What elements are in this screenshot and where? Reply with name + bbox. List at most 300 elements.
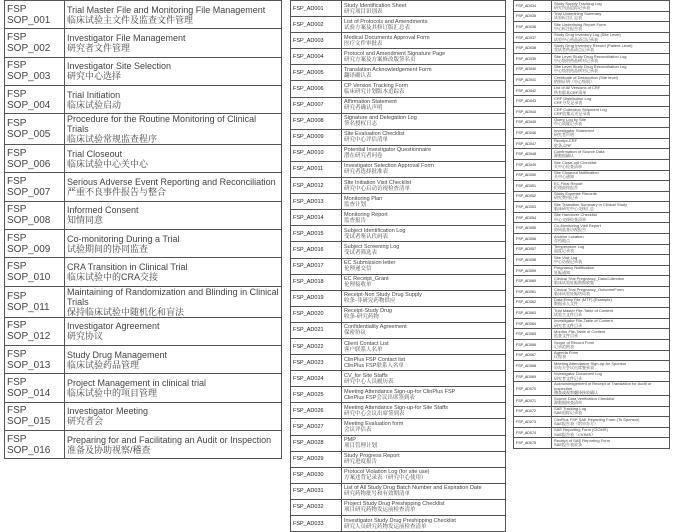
- form-code-cell: FSP_AD023: [291, 355, 342, 371]
- table-row: [291, 451, 506, 467]
- form-title-cn: 研究者选择批准表: [344, 169, 389, 176]
- form-code-cell: FSP_AD006: [291, 81, 342, 97]
- sop-title-cn: 准备及协助视察/稽查: [67, 444, 151, 455]
- table-row: [514, 106, 670, 117]
- form-title-en: PMP: [344, 437, 356, 444]
- form-title-cn: 受试者筛选表: [344, 249, 378, 256]
- form-title-en: Study Drug Inventory Record (Patient Level): [554, 42, 633, 48]
- sop-title-cell: [65, 374, 282, 402]
- form-title-cn: 收条-CRF: [554, 142, 572, 148]
- sop-title-en: Serious Adverse Event Reporting and Reconciliation: [67, 177, 276, 188]
- form-title-cn: 研究人员研究药物发运前检查清单: [344, 523, 427, 530]
- form-title-cn: 研究中心评估清单: [344, 137, 389, 144]
- form-title-cn: 销毁证明（中心级别）: [554, 78, 594, 84]
- form-title-cell: [552, 96, 670, 107]
- form-code-cell: FSP_AD042: [514, 85, 552, 96]
- form-title-cell: [552, 64, 670, 75]
- form-title-cn: 研究者确认声明: [344, 105, 383, 112]
- form-title-en: Investigator Study Drug Preshipping Checklist: [344, 517, 456, 524]
- form-title-en: Temperature Log: [554, 244, 585, 250]
- form-code-cell: FSP_AD011: [291, 161, 342, 177]
- form-title-en: EC Final Report: [554, 180, 583, 186]
- form-title-cn: 中心标注报告表: [554, 25, 582, 31]
- form-title-en: Potential Investigator Questionnaire: [344, 147, 432, 154]
- sop-code-cell: [5, 1, 65, 29]
- form-title-en: Meeting Attendance Sign-up-for ClinPlus FSP: [344, 388, 456, 395]
- sop-code-cell: [5, 85, 65, 113]
- form-title-en: Investigator Selection Approval Form: [344, 163, 434, 170]
- sop-title-en: Preparing for and Facilitating an Audit or Inspection: [67, 434, 272, 445]
- form-title-cn: 记录范围表: [554, 343, 574, 349]
- form-title-en: Co-Monitoring Visit Report: [554, 223, 601, 229]
- form-code-cell: FSP_AD068: [514, 361, 552, 372]
- table-row: [514, 276, 670, 287]
- sop-title-cell: [65, 201, 282, 229]
- table-row: [291, 419, 506, 435]
- sop-code-prefix: FSP: [7, 232, 27, 244]
- form-title-cn: 关中心检查清单: [554, 163, 582, 169]
- form-code-cell: FSP_AD024: [291, 371, 342, 387]
- form-title-cn: 临床试验妊娠数据收集: [554, 280, 594, 286]
- table-row: [514, 417, 670, 428]
- form-title-en: CV_for Site Staffs: [344, 372, 388, 379]
- form-code-cell: FSP_AD021: [291, 322, 342, 338]
- form-title-cell: [552, 350, 670, 361]
- form-code-cell: FSP_AD032: [291, 499, 342, 515]
- form-title-en: CRF Distribution Log: [554, 95, 592, 101]
- form-title-cn: 试验主文件目录: [554, 312, 582, 318]
- form-code-cell: FSP_AD067: [514, 350, 552, 361]
- sop-title-en: Informed Consent: [67, 205, 139, 216]
- form-title-cell: [342, 274, 506, 290]
- sop-code-prefix: FSP: [7, 88, 27, 100]
- table-row: [5, 317, 282, 345]
- table-row: [514, 170, 670, 181]
- form-code-cell: FSP_AD003: [291, 33, 342, 49]
- sop-title-en: Trial Closeout: [67, 148, 123, 159]
- sop-title-cn: 临床试验常规监查程序: [67, 134, 158, 145]
- form-title-cn: 项目研究药物发运前检查清单: [344, 507, 416, 514]
- form-title-cn: 研究者文件记录: [554, 375, 582, 381]
- form-title-cn: 研究进度报告: [344, 459, 378, 466]
- table-row: [291, 17, 506, 33]
- form-code-cell: FSP_AD014: [291, 210, 342, 226]
- form-title-cell: [342, 161, 506, 177]
- table-row: [514, 234, 670, 245]
- form-code-cell: FSP_AD016: [291, 242, 342, 258]
- form-title-cn: 伦理接收单: [344, 282, 372, 289]
- form-title-en: Site Level Study Drug Reconciliation Log: [554, 53, 627, 59]
- form-title-en: Data Entry File (MTF) (Example): [554, 297, 612, 303]
- table-row: [291, 210, 506, 226]
- form-title-en: Pregnancy Notification: [554, 265, 595, 271]
- form-title-cn: 试验标注汇总表: [554, 15, 582, 21]
- form-title-cn: 伦理递交信: [344, 266, 372, 273]
- sop-code-prefix: FSP: [7, 31, 27, 43]
- sop-title-cn: 严重不良事件报告与整合: [67, 187, 167, 198]
- table-row: [514, 75, 670, 86]
- sop-title-cn: 研究者文件管理: [67, 42, 131, 53]
- table-row: [291, 194, 506, 210]
- form-code-cell: FSP_AD058: [514, 255, 552, 266]
- form-title-cell: [342, 355, 506, 371]
- small-form-table: [513, 0, 670, 449]
- sop-title-cn: 临床试验药品管理: [67, 359, 140, 370]
- form-title-cell: [552, 22, 670, 33]
- form-title-cell: [552, 234, 670, 245]
- table-row: [291, 161, 506, 177]
- sop-code-cell: [5, 258, 65, 286]
- form-code-cell: FSP_AD064: [514, 318, 552, 329]
- form-title-en: Study Expense Records: [554, 191, 597, 197]
- sop-code-number: SOP_008: [7, 215, 51, 227]
- form-title-en: Project Study Drug Preshipping Checklist: [344, 501, 445, 508]
- form-title-en: SAE Reporting Form (CIOMS): [554, 427, 608, 433]
- form-title-en: Subject Identification Log: [344, 227, 406, 234]
- form-title-cell: [552, 106, 670, 117]
- form-title-en: ClinPlus FSP Contact list: [344, 356, 406, 363]
- form-code-cell: FSP_AD046: [514, 128, 552, 139]
- sop-title-cn: 研究协议: [67, 331, 104, 342]
- form-title-cn: 研究用品追踪记录表: [554, 4, 590, 10]
- form-code-cell: FSP_AD071: [514, 395, 552, 406]
- form-title-cn: 源数据确认: [554, 153, 574, 159]
- form-code-cell: FSP_AD072: [514, 406, 552, 417]
- form-title-cell: [342, 435, 506, 451]
- form-title-cell: [342, 17, 506, 33]
- table-row: [514, 382, 670, 396]
- form-title-cn: 中心级别药品核对记录表: [554, 57, 598, 63]
- form-title-en: Site Underlining Report Form: [554, 21, 606, 27]
- table-row: [514, 308, 670, 319]
- form-title-cell: [342, 65, 506, 81]
- form-title-en: List of Protocols and Amendments: [344, 18, 428, 25]
- form-title-cn: SAE追踪记录表: [554, 410, 583, 416]
- form-title-cell: [342, 113, 506, 129]
- form-title-en: Clinical Trial Pregnancy_DataCollection: [554, 276, 625, 282]
- form-title-cell: [552, 11, 670, 22]
- form-title-cell: [552, 427, 670, 438]
- form-title-cell: [342, 178, 506, 194]
- table-row: [5, 201, 282, 229]
- form-title-en: Receipt of SAE Reporting Form: [554, 437, 611, 443]
- table-row: [291, 145, 506, 161]
- form-code-cell: FSP_AD044: [514, 106, 552, 117]
- form-title-cn: 研究中心启动访视检查清单: [344, 185, 411, 192]
- form-title-en: Meeting Attendance Sign-up-for Site Staffs: [344, 404, 448, 411]
- form-code-cell: FSP_AD004: [291, 49, 342, 65]
- form-title-en: Study Identification Sheet: [344, 2, 407, 9]
- table-row: [291, 387, 506, 403]
- form-code-cell: FSP_AD019: [291, 290, 342, 306]
- form-title-cn: CRF分发记录表: [554, 100, 583, 106]
- sop-title-en: Investigator Agreement: [67, 321, 160, 332]
- table-row: [291, 33, 506, 49]
- table-row: [291, 435, 506, 451]
- form-title-en: Trial Underlining Summary: [554, 11, 602, 17]
- table-row: [291, 499, 506, 515]
- form-title-cell: [552, 191, 670, 202]
- table-row: [514, 202, 670, 213]
- form-title-en: Protocol Violation Log (for site use): [344, 469, 430, 476]
- form-title-en: Confidentiality Agreement: [344, 324, 407, 331]
- table-row: [514, 287, 670, 298]
- form-title-cell: [552, 318, 670, 329]
- form-title-en: CRF Collection Shipment Log: [554, 106, 607, 112]
- form-code-cell: FSP_AD048: [514, 149, 552, 160]
- form-title-en: Protocol and Amendment Signature Page: [344, 50, 446, 57]
- form-code-cell: FSP_AD052: [514, 191, 552, 202]
- form-code-cell: FSP_AD031: [291, 483, 342, 499]
- sop-code-prefix: FSP: [7, 348, 27, 360]
- table-row: [291, 242, 506, 258]
- sop-title-en: Study Drug Management: [67, 349, 168, 360]
- table-row: [514, 64, 670, 75]
- sop-code-prefix: FSP: [7, 60, 27, 72]
- form-title-cn: 监查报告: [344, 217, 367, 224]
- table-row: [291, 1, 506, 17]
- table-row: [5, 1, 282, 29]
- form-code-cell: FSP_AD053: [514, 202, 552, 213]
- form-title-cn: 中心级别药品核对记录表: [554, 68, 598, 74]
- form-title-cn: 试验方案及其修订版汇总表: [344, 24, 411, 31]
- sop-code-prefix: FSP: [7, 376, 27, 388]
- form-title-en: Signature and Delegation Log: [344, 115, 417, 122]
- table-row: [514, 244, 670, 255]
- form-title-en: Monitoring Plan: [344, 195, 383, 202]
- form-code-cell: FSP_AD002: [291, 17, 342, 33]
- form-code-cell: FSP_AD009: [291, 129, 342, 145]
- form-title-cn: 伦理最终报告: [554, 184, 578, 190]
- sop-code-number: SOP_002: [7, 42, 51, 54]
- table-row: [514, 149, 670, 160]
- sop-title-cell: [65, 145, 282, 173]
- sop-title-en: Project Management in clinical trial: [67, 377, 207, 388]
- table-row: [514, 1, 670, 12]
- form-code-cell: FSP_AD066: [514, 340, 552, 351]
- table-row: [514, 212, 670, 223]
- sop-title-cn: 试验期间的协同监查: [67, 243, 149, 254]
- form-title-cell: [342, 242, 506, 258]
- sop-code-prefix: FSP: [7, 118, 27, 130]
- form-code-cell: FSP_AD037: [514, 32, 552, 43]
- sop-code-prefix: FSP: [7, 204, 27, 216]
- table-row: [291, 178, 506, 194]
- sop-code-cell: [5, 286, 65, 317]
- sop-title-en: CRA Transition in Clinical Trial: [67, 262, 188, 273]
- form-title-cn: 所有版本CRF清单: [554, 89, 587, 95]
- table-row: [5, 230, 282, 258]
- form-code-cell: FSP_AD050: [514, 170, 552, 181]
- form-title-cell: [552, 32, 670, 43]
- form-title-en: Study Progress Report: [344, 453, 400, 460]
- sop-title-en: Investigator Site Selection: [67, 61, 172, 72]
- form-code-cell: FSP_AD015: [291, 226, 342, 242]
- sop-code-number: SOP_015: [7, 416, 51, 428]
- table-row: [291, 290, 506, 306]
- form-title-en: Receipt-CRF: [554, 138, 578, 144]
- form-title-en: List of All Versions of CRF: [554, 85, 601, 91]
- form-code-cell: FSP_AD012: [291, 178, 342, 194]
- table-row: [5, 402, 282, 430]
- table-row: [291, 322, 506, 338]
- sop-title-cell: [65, 29, 282, 57]
- sop-code-prefix: FSP: [7, 405, 27, 417]
- form-title-cn: 研究方案及方案修改版签名页: [344, 56, 416, 63]
- sop-code-number: SOP_006: [7, 158, 51, 170]
- sop-code-prefix: FSP: [7, 320, 27, 332]
- form-title-en: SAE Tracking Log: [554, 406, 587, 412]
- form-title-cell: [342, 403, 506, 419]
- table-row: [514, 22, 670, 33]
- table-row: [514, 223, 670, 234]
- sop-title-en: Maintaining of Randomization and Blinding in Clinical Trials: [67, 286, 279, 307]
- form-title-cell: [552, 244, 670, 255]
- form-code-cell: FSP_AD007: [291, 97, 342, 113]
- form-code-cell: FSP_AD035: [514, 11, 552, 22]
- form-title-cell: [552, 395, 670, 406]
- table-row: [514, 265, 670, 276]
- form-title-cell: [552, 382, 670, 396]
- sop-title-cell: [65, 258, 282, 286]
- form-code-cell: FSP_AD008: [291, 113, 342, 129]
- form-title-cell: [552, 340, 670, 351]
- form-title-en: Acknowledgement of Receipt of Translation for Audit or Inspection: [554, 381, 652, 391]
- table-row: [5, 85, 282, 113]
- form-code-cell: FSP_AD045: [514, 117, 552, 128]
- form-title-en: Site Level Study Drug Reconciliation Log: [554, 64, 627, 70]
- form-title-cn: 签名授权日志: [344, 121, 378, 128]
- sop-code-prefix: FSP: [7, 261, 27, 273]
- form-title-cn: 潜在研究者问卷: [344, 153, 383, 160]
- form-title-cell: [552, 202, 670, 213]
- form-title-cn: 监查文件目录: [554, 333, 578, 339]
- form-code-cell: FSP_AD060: [514, 276, 552, 287]
- form-title-cn: 保密协议: [344, 330, 367, 337]
- form-title-cell: [342, 467, 506, 483]
- form-code-cell: FSP_AD039: [514, 53, 552, 64]
- form-title-cell: [552, 417, 670, 428]
- form-code-cell: FSP_AD049: [514, 159, 552, 170]
- sop-code-number: SOP_014: [7, 387, 51, 399]
- form-title-cell: [552, 1, 670, 12]
- form-code-cell: FSP_AD070: [514, 382, 552, 396]
- table-row: [514, 138, 670, 149]
- form-title-en: Receipt-Non Study Drug Supply: [344, 292, 422, 299]
- form-code-cell: FSP_AD026: [291, 403, 342, 419]
- table-row: [514, 43, 670, 54]
- form-title-cell: [552, 308, 670, 319]
- form-title-en: Study Supply Tracking Log: [554, 0, 602, 6]
- table-row: [291, 483, 506, 499]
- form-title-cn: 研究者声明: [554, 131, 574, 137]
- form-title-en: Monitoring Report: [344, 211, 388, 218]
- sop-code-number: SOP_003: [7, 71, 51, 83]
- form-title-cn: 数据录入文件: [554, 301, 578, 307]
- table-row: [291, 355, 506, 371]
- table-row: [514, 255, 670, 266]
- form-title-cn: 关中心通知: [554, 174, 574, 180]
- form-title-cell: [552, 159, 670, 170]
- sop-title-cell: [65, 402, 282, 430]
- form-code-cell: FSP_AD029: [291, 451, 342, 467]
- sop-code-prefix: FSP: [7, 433, 27, 445]
- form-title-en: CP Version Tracking Form: [344, 83, 409, 90]
- sop-code-number: SOP_004: [7, 99, 51, 111]
- form-title-cn: ClinPlus FSP会议出席签到表: [344, 394, 415, 401]
- form-title-en: Receipt-Study Drug: [344, 308, 392, 315]
- table-row: [5, 173, 282, 201]
- sop-title-en: Investigator File Management: [67, 32, 186, 43]
- form-title-cell: [552, 85, 670, 96]
- form-title-cell: [342, 451, 506, 467]
- form-title-cell: [552, 361, 670, 372]
- sop-title-cell: [65, 345, 282, 373]
- table-row: [514, 85, 670, 96]
- table-row: [514, 406, 670, 417]
- form-title-cn: 翻译确认表: [344, 72, 372, 79]
- table-row: [514, 53, 670, 64]
- form-title-en: ClinPlus FSP SAE Reporting Form (To Sponsor): [554, 416, 640, 422]
- form-title-en: Clinical Trial Pregnancy_OutcomeForm: [554, 286, 624, 292]
- form-title-cell: [552, 406, 670, 417]
- table-row: [291, 97, 506, 113]
- form-title-cell: [342, 371, 506, 387]
- form-title-cell: [342, 338, 506, 354]
- sop-title-cn: 研究者会: [67, 416, 104, 427]
- form-title-en: Site Close-out Checklist: [554, 159, 597, 165]
- table-row: [291, 65, 506, 81]
- sop-title-cell: [65, 57, 282, 85]
- table-row: [5, 345, 282, 373]
- form-code-cell: FSP_AD069: [514, 371, 552, 382]
- table-row: [514, 181, 670, 192]
- sop-title-en: Trial Master File and Monitoring File Management: [67, 4, 266, 15]
- form-code-cell: FSP_AD038: [514, 43, 552, 54]
- form-title-cn: 研究项目识别表: [344, 8, 383, 15]
- form-title-cell: [342, 306, 506, 322]
- form-title-en: Site Initiation Visit Checklist: [344, 179, 412, 186]
- form-title-cn: 妊娠通知: [554, 269, 570, 275]
- sop-title-cn: 研究中心选择: [67, 71, 122, 82]
- form-title-cn: 稽查或视察翻译接收确认: [554, 389, 598, 395]
- form-title-cell: [552, 223, 670, 234]
- form-title-cell: [342, 210, 506, 226]
- form-title-cell: [342, 194, 506, 210]
- form-title-en: Site Visit Log: [554, 254, 578, 260]
- form-title-cell: [552, 265, 670, 276]
- form-code-cell: FSP_AD018: [291, 274, 342, 290]
- form-code-cell: FSP_AD051: [514, 181, 552, 192]
- sop-code-number: SOP_005: [7, 129, 51, 141]
- form-title-cell: [342, 49, 506, 65]
- table-row: [291, 129, 506, 145]
- sop-code-prefix: FSP: [7, 3, 27, 15]
- sop-code-cell: [5, 29, 65, 57]
- sop-title-cell: [65, 317, 282, 345]
- table-row: [5, 374, 282, 402]
- form-title-cell: [342, 516, 506, 532]
- form-title-cell: [552, 43, 670, 54]
- table-row: [514, 117, 670, 128]
- table-row: [291, 226, 506, 242]
- sop-table: [4, 0, 282, 459]
- form-title-cn: 议程表: [554, 354, 566, 360]
- form-title-en: Translation Acknowledgement Form: [344, 66, 432, 73]
- form-title-en: Scope of Record Form: [554, 339, 595, 345]
- form-title-cell: [342, 1, 506, 17]
- form-title-cell: [342, 322, 506, 338]
